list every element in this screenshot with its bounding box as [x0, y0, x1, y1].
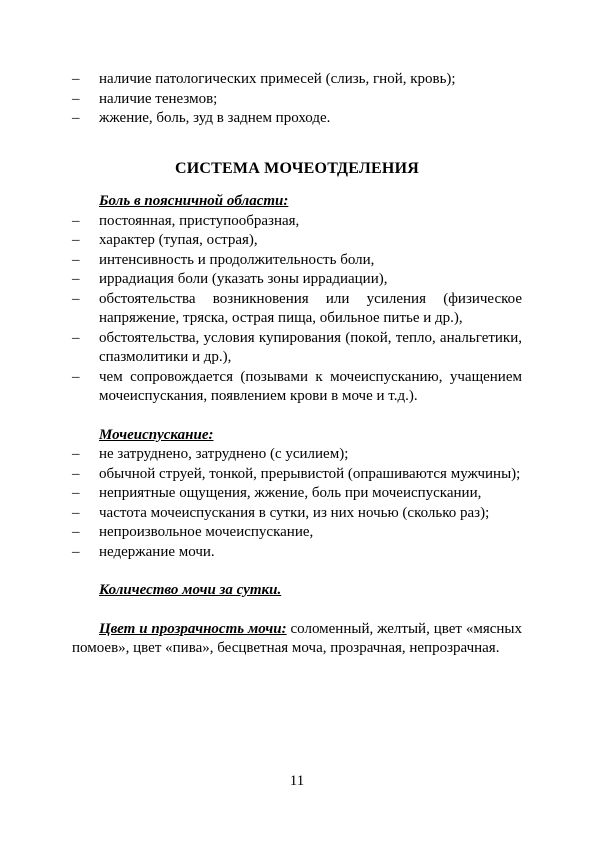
list-item: – недержание мочи. [72, 543, 522, 563]
spacer [72, 407, 522, 426]
spacer [72, 601, 522, 620]
pain-heading: Боль в поясничной области: [99, 193, 289, 209]
list-item: – постоянная, приступообразная, [72, 212, 522, 232]
section-title: СИСТЕМА МОЧЕОТДЕЛЕНИЯ [175, 159, 419, 177]
pain-list [72, 212, 522, 407]
list-item: – неприятные ощущения, жжение, боль при мочеиспускании, [72, 484, 522, 504]
list-item: – наличие тенезмов; [72, 90, 522, 110]
list-item: – обстоятельства, условия купирования (покой, тепло, анальгетики, спазмолитики и др.), [72, 329, 522, 368]
urination-heading: Мочеиспускание: [99, 426, 214, 443]
volume-heading: Количество мочи за сутки. [99, 582, 282, 598]
list-item: – обстоятельства возникновения или усиления (физическое напряжение, тряска, острая пища, обильное питье и др.), [72, 290, 522, 329]
list-item: – непроизвольное мочеиспускание, [72, 523, 522, 543]
color-lead: Цвет и прозрачность мочи: [99, 620, 287, 637]
spacer [72, 562, 522, 581]
list-item: – иррадиация боли (указать зоны иррадиации), [72, 270, 522, 290]
page-number: 11 [289, 773, 305, 789]
list-top [72, 70, 522, 129]
list-item: – жжение, боль, зуд в заднем проходе. [72, 109, 522, 129]
color-paragraph [72, 620, 522, 659]
urination-list [72, 445, 522, 562]
list-item: – частота мочеиспускания в сутки, из них ночью (сколько раз); [72, 504, 522, 524]
list-item: – не затруднено, затруднено (с усилием); [72, 445, 522, 465]
list-item: – чем сопровождается (позывами к мочеиспусканию, учащением мочеиспускания, появлением крови в моче и т.д.). [72, 368, 522, 407]
page-content [72, 70, 522, 659]
color-text: соломенный, желтый, цвет «мясных помоев», цвет «пива», бесцветная моча, прозрачная, непрозрачная. [72, 620, 522, 656]
list-item: – наличие патологических примесей (слизь, гной, кровь); [72, 70, 522, 90]
list-item: – обычной струей, тонкой, прерывистой (опрашиваются мужчины); [72, 465, 522, 485]
list-item: – интенсивность и продолжительность боли, [72, 251, 522, 271]
list-item: – характер (тупая, острая), [72, 231, 522, 251]
